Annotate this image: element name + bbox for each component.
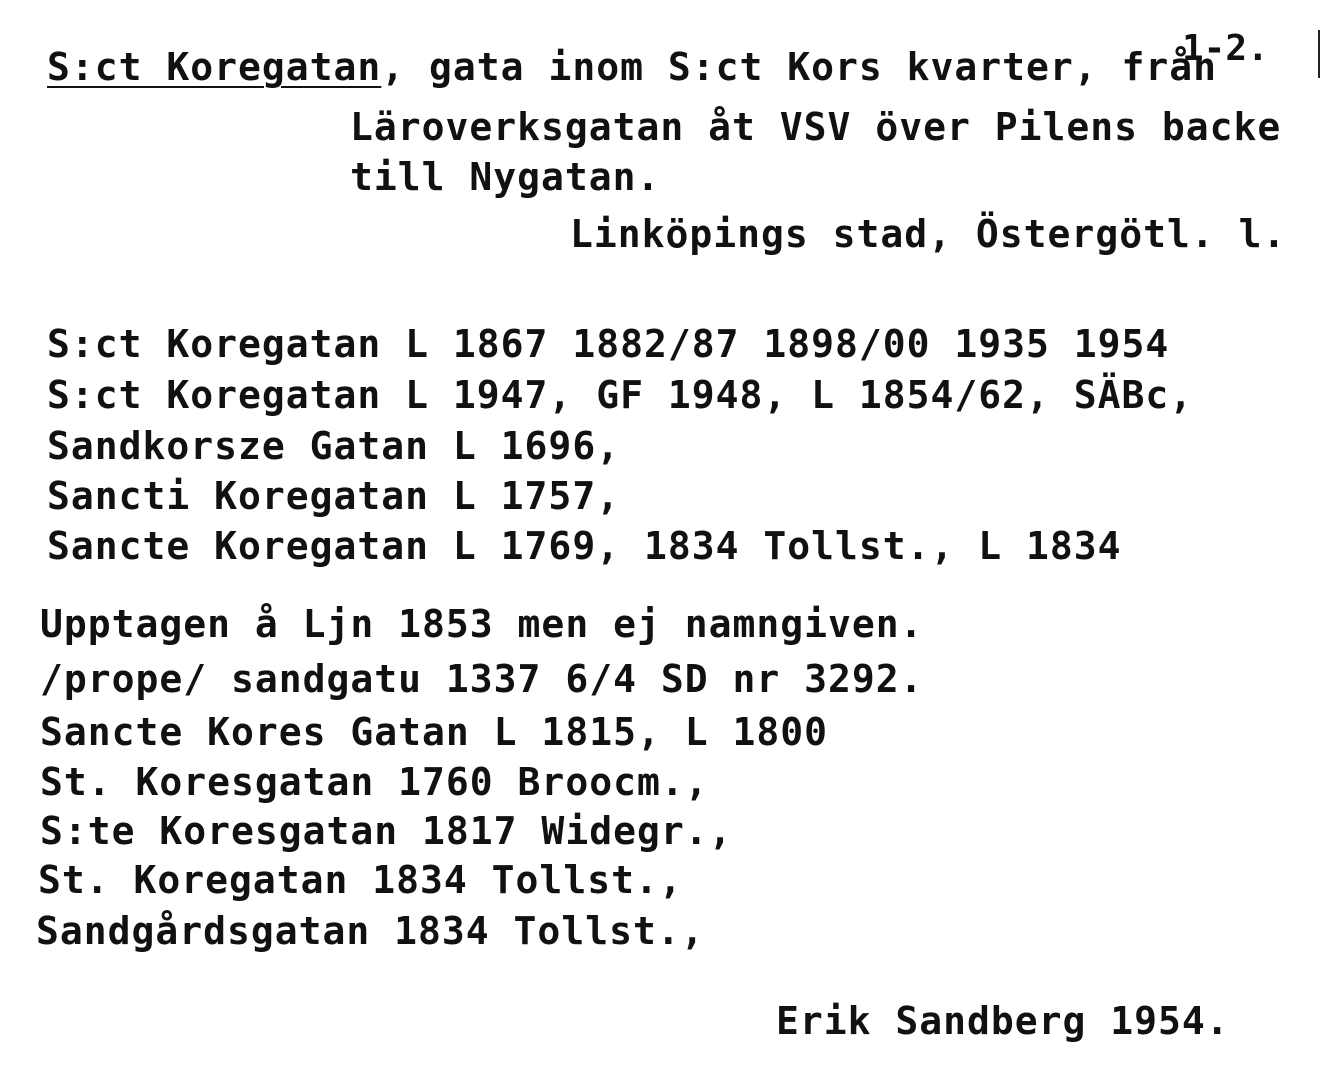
note-line: Sandgårdsgatan 1834 Tollst., (36, 909, 705, 953)
source-line: S:ct Koregatan L 1867 1882/87 1898/00 1935 1954 (47, 322, 1170, 366)
description-line: till Nygatan. (350, 155, 661, 199)
note-line: St. Koresgatan 1760 Broocm., (40, 760, 709, 804)
source-line: Sancti Koregatan L 1757, (47, 474, 621, 518)
signature-line: Erik Sandberg 1954. (776, 999, 1230, 1043)
heading-description: , gata inom S:ct Kors kvarter, från (381, 45, 1218, 89)
note-line: Sancte Kores Gatan L 1815, L 1800 (40, 710, 828, 754)
description-line: Läroverksgatan åt VSV över Pilens backe (350, 105, 1282, 149)
location-line: Linköpings stad, Östergötl. l. (570, 212, 1287, 256)
street-name-heading: S:ct Koregatan (47, 45, 382, 89)
note-line: /prope/ sandgatu 1337 6/4 SD nr 3292. (40, 657, 924, 701)
source-line: Sandkorsze Gatan L 1696, (47, 424, 621, 468)
source-line: Sancte Koregatan L 1769, 1834 Tollst., L 1834 (47, 524, 1122, 568)
card-number: 1-2. (1182, 28, 1269, 69)
note-line: St. Koregatan 1834 Tollst., (38, 858, 683, 902)
source-line: S:ct Koregatan L 1947, GF 1948, L 1854/62, SÄBc, (47, 373, 1194, 417)
card-edge-mark (1318, 30, 1320, 78)
note-line: S:te Koresgatan 1817 Widegr., (40, 809, 733, 853)
note-line: Upptagen å Ljn 1853 men ej namngiven. (40, 602, 924, 646)
heading-line (47, 45, 1218, 89)
